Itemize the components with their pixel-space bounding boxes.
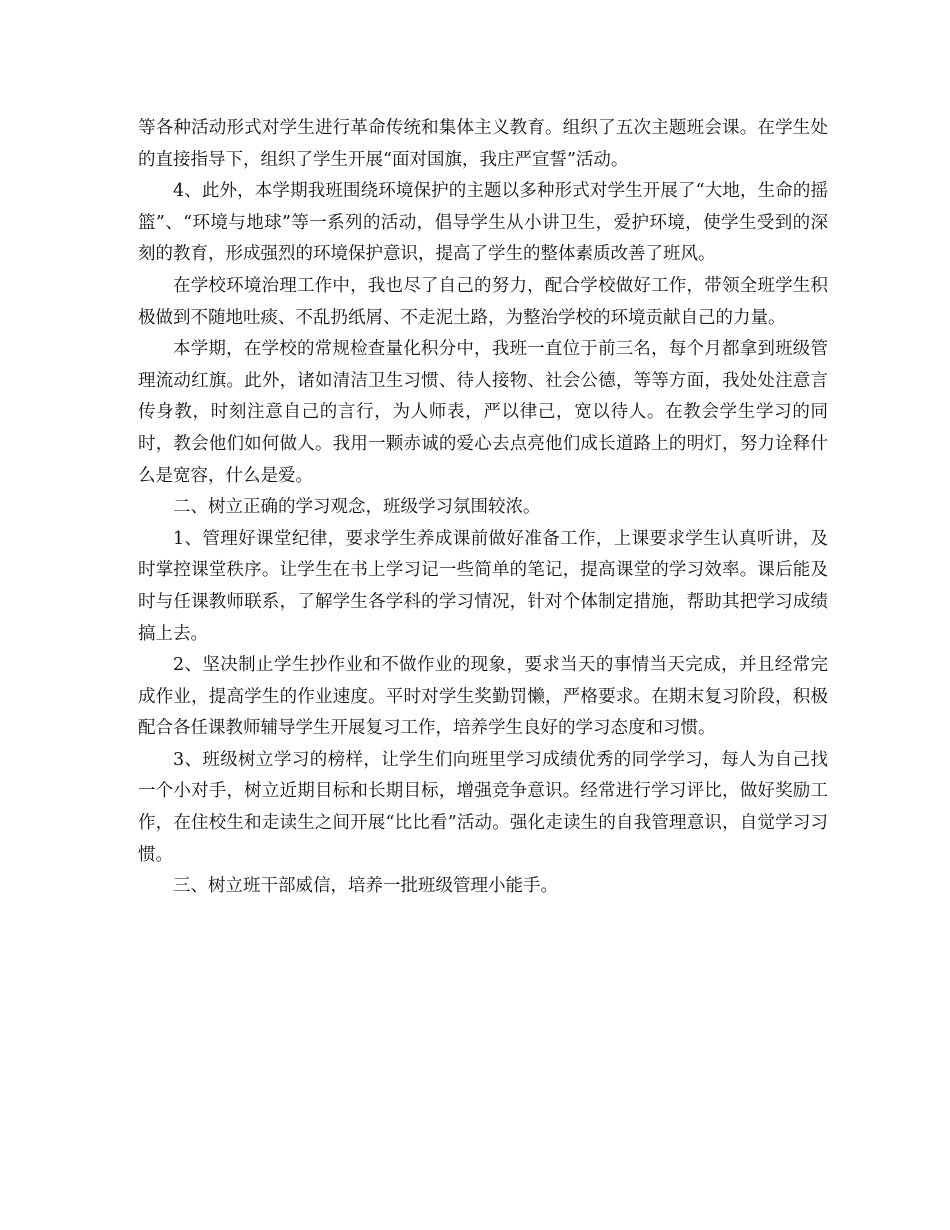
paragraph-classroom-discipline: 1、管理好课堂纪律，要求学生养成课前做好准备工作，上课要求学生认真听讲，及时掌控课堂秩序。让学生在书上学习记一些简单的笔记，提高课堂的学习效率。课后能及时与任课教师联系，了解学生各学科的学习情况，针对个体制定措施，帮助其把学习成绩搞上去。 xyxy=(138,528,828,644)
paragraph-role-models: 3、班级树立学习的榜样，让学生们向班里学习成绩优秀的同学学习，每人为自己找一个小对手，树立近期目标和长期目标，增强竞争意识。经常进行学习评比，做好奖励工作，在住校生和走读生之间开展“比比看”活动。强化走读生的自我管理意识，自觉学习习惯。 xyxy=(138,749,828,865)
paragraph-environment-activities: 4、此外，本学期我班围绕环境保护的主题以多种形式对学生开展了“大地，生命的摇篮”、“环境与地球”等一系列的活动，倡导学生从小讲卫生，爱护环境，使学生受到的深刻的教育，形成强烈的环境保护意识，提高了学生的整体素质改善了班风。 xyxy=(138,181,828,265)
section-heading-class-cadres: 三、树立班干部威信，培养一批班级管理小能手。 xyxy=(173,876,558,897)
paragraph-continuation: 等各种活动形式对学生进行革命传统和集体主义教育。组织了五次主题班会课。在学生处的直接指导下，组织了学生开展“面对国旗，我庄严宣誓”活动。 xyxy=(138,118,828,170)
paragraph-homework: 2、坚决制止学生抄作业和不做作业的现象，要求当天的事情当天完成，并且经常完成作业，提高学生的作业速度。平时对学生奖勤罚懒，严格要求。在期末复习阶段，积极配合各任课教师辅导学生开展复习工作，培养学生良好的学习态度和习惯。 xyxy=(138,655,828,739)
section-heading-study-atmosphere: 二、树立正确的学习观念，班级学习氛围较浓。 xyxy=(173,497,541,518)
paragraph-environment-governance: 在学校环境治理工作中，我也尽了自己的努力，配合学校做好工作，带领全班学生积极做到不随地吐痰、不乱扔纸屑、不走泥土路，为整治学校的环境贡献自己的力量。 xyxy=(138,275,828,328)
document-body xyxy=(138,113,828,903)
paragraph-semester-results: 本学期，在学校的常规检查量化积分中，我班一直位于前三名，每个月都拿到班级管理流动红旗。此外，诸如清洁卫生习惯、待人接物、社会公德，等等方面，我处处注意言传身教，时刻注意自己的言行，为人师表，严以律己，宽以待人。在教会学生学习的同时，教会他们如何做人。我用一颗赤诚的爱心去点亮他们成长道路上的明灯，努力诠释什么是宽容，什么是爱。 xyxy=(138,339,828,486)
